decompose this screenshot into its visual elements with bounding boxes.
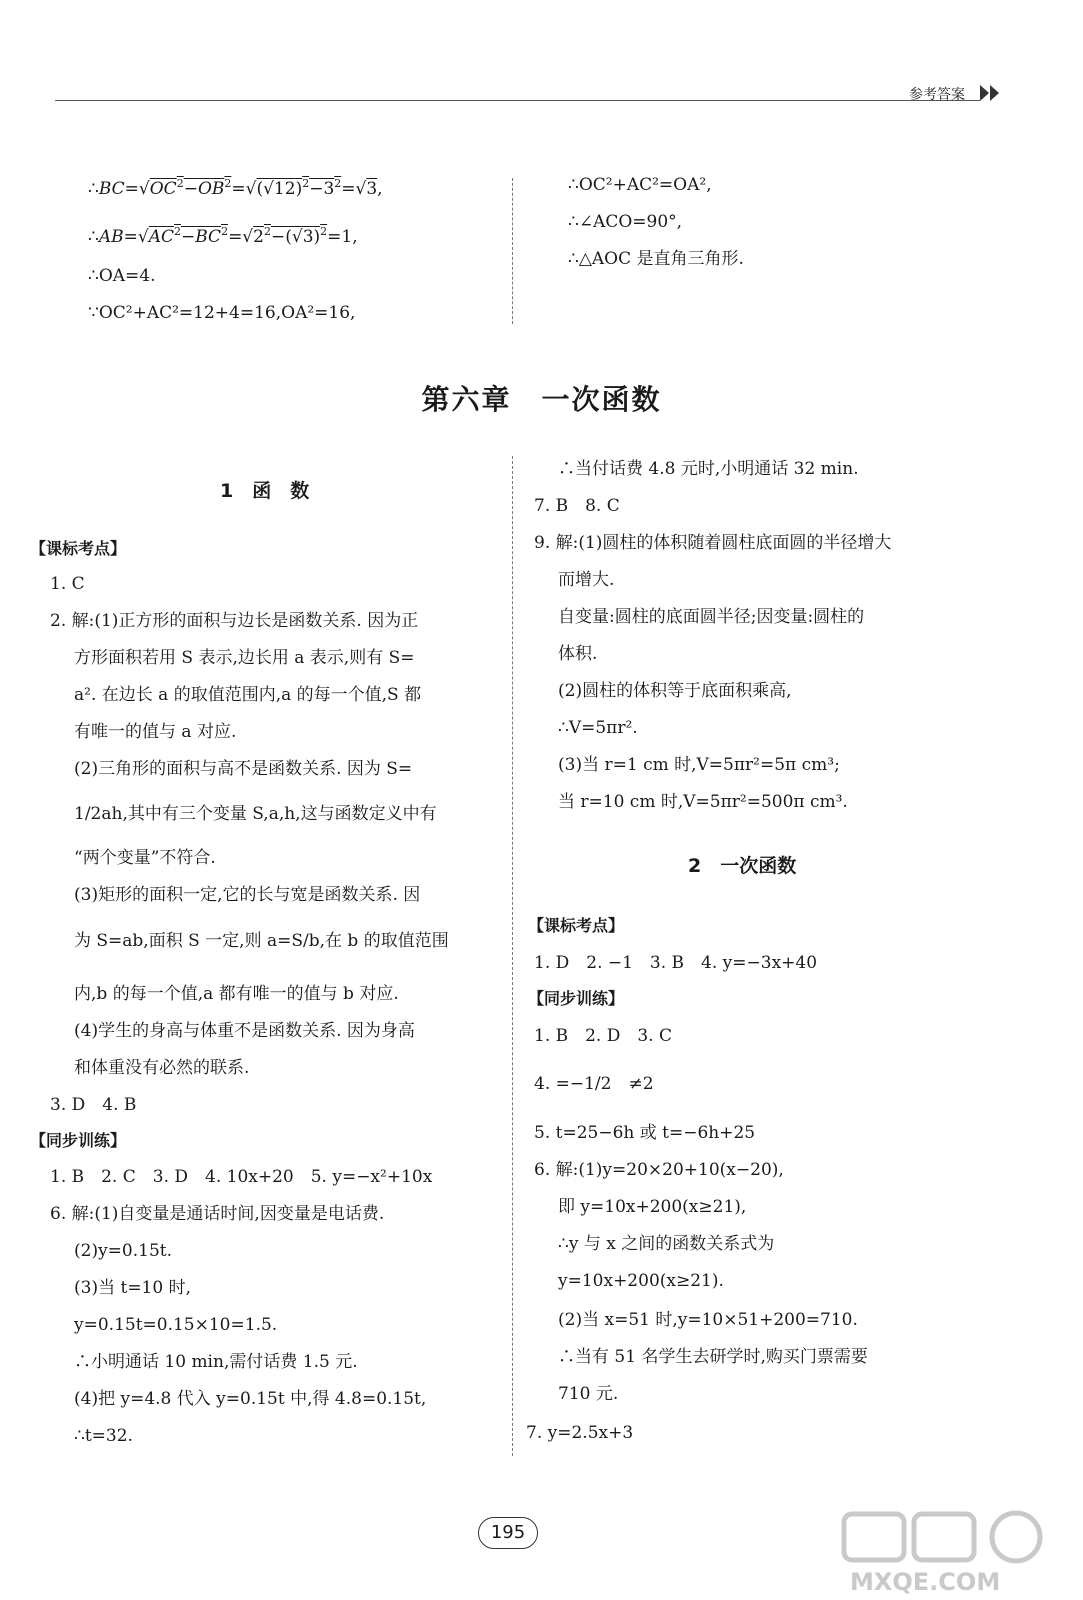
section-2-tb-head: 【同步训练】 xyxy=(528,989,625,1008)
s1-tb-line: y=0.15t=0.15×10=1.5. xyxy=(74,1315,278,1335)
column-divider-body xyxy=(512,456,513,1456)
top-left-line-2: $\therefore AB=√AC^2-BC^2=√2^2-(√3)^2=1$, xyxy=(88,225,358,247)
s1-line: 2. 解:(1)正方形的面积与边长是函数关系. 因为正 xyxy=(50,611,419,631)
r-line: 体积. xyxy=(558,644,598,664)
svg-text:MXQE.COM: MXQE.COM xyxy=(850,1568,1001,1596)
column-divider-top xyxy=(512,178,513,324)
header-label: 参考答案 xyxy=(909,87,965,103)
section-1-kb-head: 【课标考点】 xyxy=(30,539,127,558)
s2-tb-line: 6. 解:(1)y=20×20+10(x−20), xyxy=(534,1160,784,1180)
s1-line: 1. C xyxy=(50,574,85,594)
r-line: 当 r=10 cm 时,V=5πr²=500π cm³. xyxy=(558,792,848,812)
s1-line: (2)三角形的面积与高不是函数关系. 因为 S= xyxy=(74,759,413,779)
s1-line: (4)学生的身高与体重不是函数关系. 因为身高 xyxy=(74,1021,415,1041)
r-line: ∴V=5πr². xyxy=(558,718,638,738)
s1-line: 1/2ah,其中有三个变量 S,a,h,这与函数定义中有 xyxy=(74,804,437,824)
s2-tb-line: ∴y 与 x 之间的函数关系式为 xyxy=(558,1234,775,1254)
s2-tb-line: 4. =−1/2 ≠2 xyxy=(534,1074,654,1094)
s1-line: (3)矩形的面积一定,它的长与宽是函数关系. 因 xyxy=(74,885,421,905)
s1-line: a². 在边长 a 的取值范围内,a 的每一个值,S 都 xyxy=(74,685,422,705)
play-arrow-icon xyxy=(978,84,1004,102)
r-line: 7. B 8. C xyxy=(534,496,620,516)
s1-line: “两个变量”不符合. xyxy=(74,848,216,868)
section-1-tb-head: 【同步训练】 xyxy=(30,1131,127,1150)
r-line: (2)圆柱的体积等于底面积乘高, xyxy=(558,681,792,701)
s1-tb-line: 6. 解:(1)自变量是通话时间,因变量是电话费. xyxy=(50,1204,385,1224)
top-left-line-4: ∵OC²+AC²=12+4=16,OA²=16, xyxy=(88,303,356,323)
s2-tb-line: ∴当有 51 名学生去研学时,购买门票需要 xyxy=(558,1347,868,1367)
header-rule xyxy=(55,100,980,101)
s2-tb-line: 710 元. xyxy=(558,1384,619,1404)
s2-tb-line: 7. y=2.5x+3 xyxy=(526,1423,634,1443)
s1-line: 内,b 的每一个值,a 都有唯一的值与 b 对应. xyxy=(74,984,399,1004)
s1-tb-line: ∴t=32. xyxy=(74,1426,133,1446)
section-1-title: 1 函 数 xyxy=(220,480,310,502)
s1-tb-line: (4)把 y=4.8 代入 y=0.15t 中,得 4.8=0.15t, xyxy=(74,1389,427,1409)
s1-tb-line: 1. B 2. C 3. D 4. 10x+20 5. y=−x²+10x xyxy=(50,1167,433,1187)
s2-tb-line: (2)当 x=51 时,y=10×51+200=710. xyxy=(558,1310,858,1330)
chapter-title: 第六章 一次函数 xyxy=(421,383,662,416)
top-right-line-1: ∴OC²+AC²=OA², xyxy=(568,175,712,195)
s2-kb-line: 1. D 2. −1 3. B 4. y=−3x+40 xyxy=(534,953,818,973)
s2-tb-line: 5. t=25−6h 或 t=−6h+25 xyxy=(534,1123,756,1143)
s1-line: 有唯一的值与 a 对应. xyxy=(74,722,237,742)
s1-tb-line: ∴小明通话 10 min,需付话费 1.5 元. xyxy=(74,1352,358,1372)
top-right-line-3: ∴△AOC 是直角三角形. xyxy=(568,249,744,269)
s2-tb-line: 即 y=10x+200(x≥21), xyxy=(558,1197,747,1217)
top-right-line-2: ∴∠ACO=90°, xyxy=(568,212,683,232)
section-2-title: 2 一次函数 xyxy=(688,855,797,877)
s2-tb-line: 1. B 2. D 3. C xyxy=(534,1026,673,1046)
s1-line: 和体重没有必然的联系. xyxy=(74,1058,250,1078)
r-line: ∴当付话费 4.8 元时,小明通话 32 min. xyxy=(558,459,859,479)
r-line: 9. 解:(1)圆柱的体积随着圆柱底面圆的半径增大 xyxy=(534,533,892,553)
s1-line: 为 S=ab,面积 S 一定,则 a=S/b,在 b 的取值范围 xyxy=(74,931,449,951)
r-line: 而增大. xyxy=(558,570,615,590)
top-left-line-3: ∴OA=4. xyxy=(88,266,156,286)
r-line: (3)当 r=1 cm 时,V=5πr²=5π cm³; xyxy=(558,755,840,775)
section-2-kb-head: 【课标考点】 xyxy=(528,916,625,935)
r-line: 自变量:圆柱的底面圆半径;因变量:圆柱的 xyxy=(558,607,865,627)
s2-tb-line: y=10x+200(x≥21). xyxy=(558,1271,724,1291)
s1-line: 方形面积若用 S 表示,边长用 a 表示,则有 S= xyxy=(74,648,415,668)
page-number: 195 xyxy=(478,1517,538,1549)
watermark-logo xyxy=(840,1508,1070,1598)
top-left-line-1: $\therefore BC=√OC^2-OB^2=√(√12)^2-3^2=√3$, xyxy=(88,177,383,199)
s1-tb-line: (3)当 t=10 时, xyxy=(74,1278,191,1298)
s1-tb-line: (2)y=0.15t. xyxy=(74,1241,173,1261)
s1-line: 3. D 4. B xyxy=(50,1095,137,1115)
